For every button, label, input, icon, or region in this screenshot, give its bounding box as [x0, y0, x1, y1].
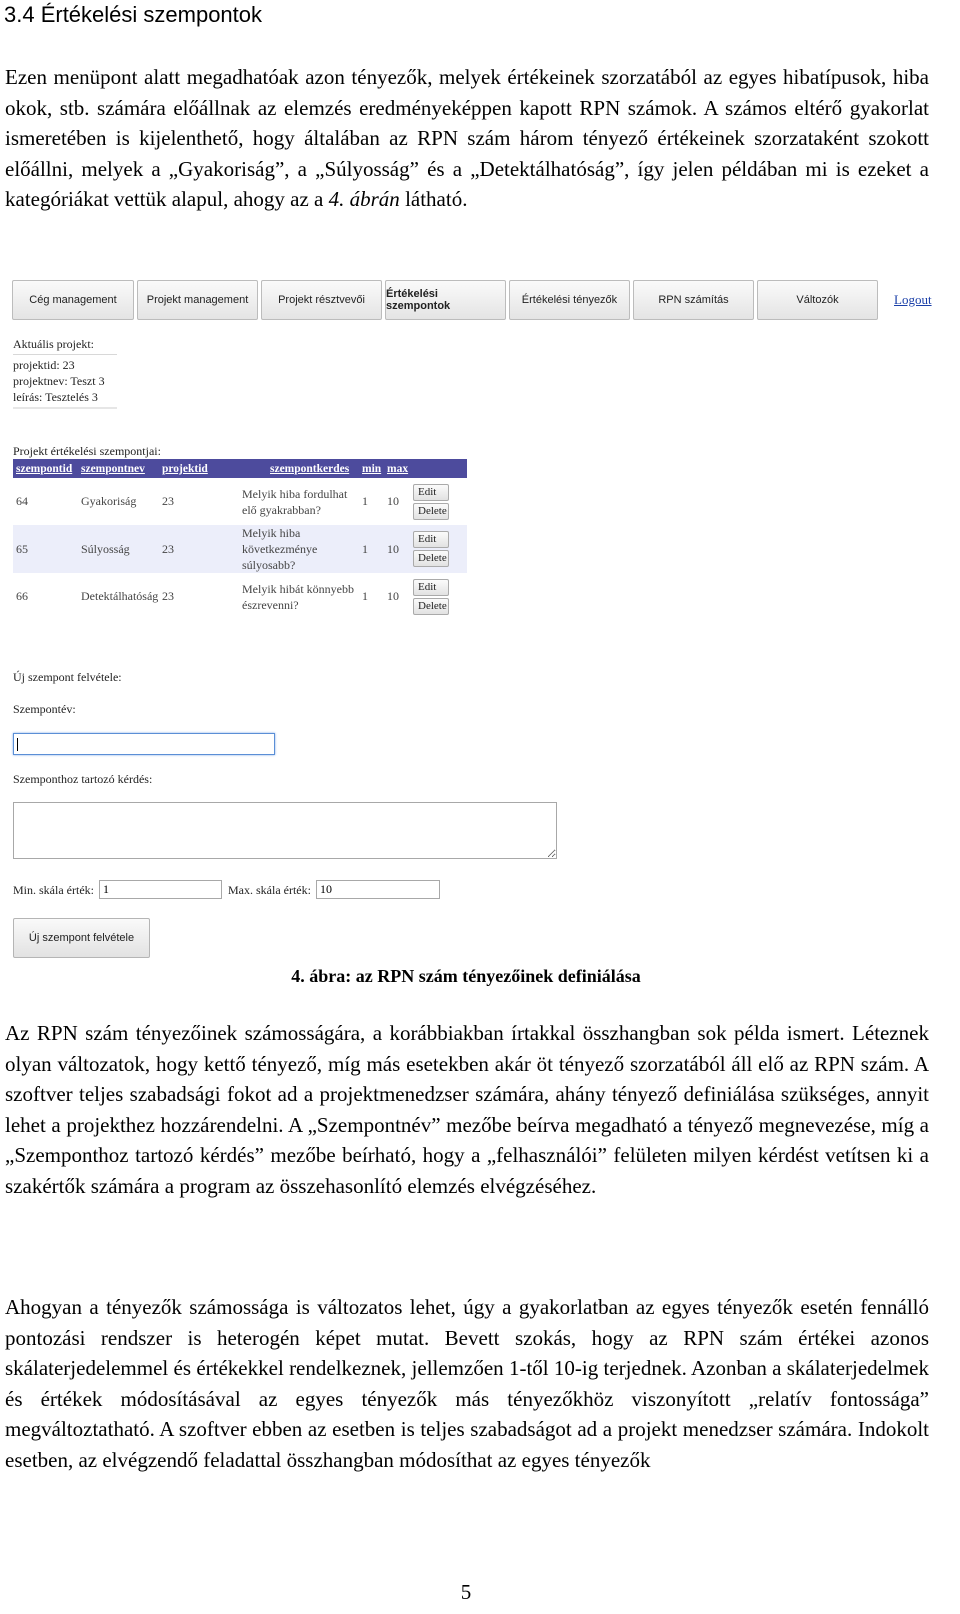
nav-ertekelesi-szempontok[interactable]: Értékelési szempontok: [385, 280, 506, 320]
cell-question: Melyik hibát könnyebb észrevenni?: [239, 573, 359, 620]
intro-paragraph: [5, 62, 929, 215]
name-label: Szempontév:: [13, 702, 76, 716]
nav-rpn-szamitas[interactable]: RPN számítás: [633, 280, 754, 320]
nav-projekt-management[interactable]: Projekt management: [137, 280, 258, 320]
cell-min: 1: [359, 573, 384, 620]
cell-min: 1: [359, 525, 384, 573]
delete-button[interactable]: Delete: [413, 503, 449, 520]
cell-question: Melyik hiba következménye súlyosabb?: [239, 525, 359, 573]
cell-id: 65: [13, 525, 78, 573]
cell-name: Detektálhatóság: [78, 573, 159, 620]
project-description: leírás: Tesztelés 3: [13, 390, 98, 404]
col-header-projektid[interactable]: projektid: [159, 459, 239, 478]
cell-name: Súlyosság: [78, 525, 159, 573]
cell-max: 10: [384, 525, 410, 573]
project-id: projektid: 23: [13, 358, 75, 372]
cell-id: 64: [13, 478, 78, 525]
min-scale-input[interactable]: [99, 880, 222, 899]
nav-ertekelesi-tenyezok[interactable]: Értékelési tényezők: [509, 280, 630, 320]
cell-actions: [410, 573, 467, 620]
col-header-szempontid[interactable]: szempontid: [13, 459, 78, 478]
criterion-name-input[interactable]: [13, 733, 275, 755]
table-row: [13, 478, 467, 525]
edit-button[interactable]: Edit: [413, 484, 449, 501]
col-header-actions: [410, 459, 467, 478]
max-scale-input[interactable]: [316, 880, 440, 899]
cell-project: 23: [159, 525, 239, 573]
cell-id: 66: [13, 573, 78, 620]
intro-text-end: látható.: [399, 187, 468, 211]
cell-name: Gyakoriság: [78, 478, 159, 525]
col-header-max[interactable]: max: [384, 459, 410, 478]
edit-button[interactable]: Edit: [413, 579, 449, 596]
min-label: Min. skála érték:: [13, 883, 94, 897]
intro-text: Ezen menüpont alatt megadhatóak azon tényezők, melyek értékeinek szorzatából az egyes hibatípusok, hiba okok, stb. számára előállnak az elemzés eredményeképpen kapott RPN számok. A számos eltérő gyakorlat ismeretében is kijelenthető, hogy általában az RPN szám három tényező értékeinek szorzataként szokott előállni, melyek a „Gyakoriság”, a „Súlyosság” és a „Detektálhatóság”, így jelen példában mi is ezeket a kategóriákat vettük alapul, ahogy az a: [5, 65, 929, 211]
cell-actions: [410, 478, 467, 525]
nav-valtozok[interactable]: Változók: [757, 280, 878, 320]
table-row: [13, 573, 467, 620]
col-header-min[interactable]: min: [359, 459, 384, 478]
add-criterion-button[interactable]: Új szempont felvétele: [13, 918, 150, 958]
table-row: [13, 525, 467, 573]
delete-button[interactable]: Delete: [413, 550, 449, 567]
cell-min: 1: [359, 478, 384, 525]
current-project: [13, 336, 117, 409]
form-title: Új szempont felvétele:: [13, 670, 122, 684]
col-header-szempontkerdes[interactable]: szempontkerdes: [239, 459, 359, 478]
nav-projekt-resztvevoi[interactable]: Projekt résztvevői: [261, 280, 382, 320]
divider: [13, 354, 117, 355]
section-heading: 3.4 Értékelési szempontok: [4, 2, 263, 27]
criterion-question-textarea[interactable]: [13, 802, 557, 859]
figure-reference: 4. ábrán: [328, 187, 400, 211]
max-label: Max. skála érték:: [228, 883, 311, 897]
cell-question: Melyik hiba fordulhat elő gyakrabban?: [239, 478, 359, 525]
edit-button[interactable]: Edit: [413, 531, 449, 548]
divider: [13, 407, 117, 409]
project-name: projektnev: Teszt 3: [13, 374, 105, 388]
cell-actions: [410, 525, 467, 573]
cell-project: 23: [159, 573, 239, 620]
cell-project: 23: [159, 478, 239, 525]
current-project-title: Aktuális projekt:: [13, 337, 94, 351]
body-paragraph-3: Ahogyan a tényezők számossága is változatos lehet, úgy a gyakorlatban az egyes tényezők esetén fennálló pontozási rendszer is heterogén képet mutat. Bevett szokás, hogy az RPN szám értékei azonos skálaterjedelemmel és értékekkel rendelkeznek, jellemzően 1-től 10-ig terjednek. Azonban a skálaterjedelmek és értékek módosításával az egyes tényezők más tényezőkhöz viszonyított „relatív fontossága” megváltoztatható. A szoftver ebben az esetben is teljes szabadságot ad a projekt menedzser számára. Indokolt esetben, az elvégzendő feladattal összhangban módosíthat az egyes tényezők: [5, 1295, 929, 1472]
figure-caption: 4. ábra: az RPN szám tényezőinek definiálása: [291, 966, 641, 986]
table-caption: Projekt értékelési szempontjai:: [13, 444, 161, 458]
text-cursor: [17, 738, 18, 751]
cell-max: 10: [384, 573, 410, 620]
question-label: Szemponthoz tartozó kérdés:: [13, 772, 153, 786]
criteria-table: [13, 459, 467, 620]
cell-max: 10: [384, 478, 410, 525]
col-header-szempontnev[interactable]: szempontnev: [78, 459, 159, 478]
page-number: 5: [460, 1580, 472, 1604]
body-paragraph-2: Az RPN szám tényezőinek számosságára, a korábbiakban írtakkal összhangban sok példa ismert. Léteznek olyan változatok, hogy kettő tényező, míg más esetekben akár öt tényező szorzatából áll elő az RPN szám. A szoftver teljes szabadsági fokot ad a projektmenedzser számára, ahány tényező definiálása szükséges, annyit lehet a projekthez hozzárendelni. A „Szempontnév” mezőbe beírva megadható a tényező megnevezése, míg a „Szemponthoz tartozó kérdés” mezőbe beírható, hogy a „felhasználói” felületen milyen kérdést vetítsen ki a szakértők számára a program az összehasonlító elemzés elvégzéséhez.: [5, 1021, 929, 1198]
nav-ceg-management[interactable]: Cég management: [12, 280, 134, 320]
delete-button[interactable]: Delete: [413, 598, 449, 615]
logout-link[interactable]: Logout: [894, 292, 932, 307]
